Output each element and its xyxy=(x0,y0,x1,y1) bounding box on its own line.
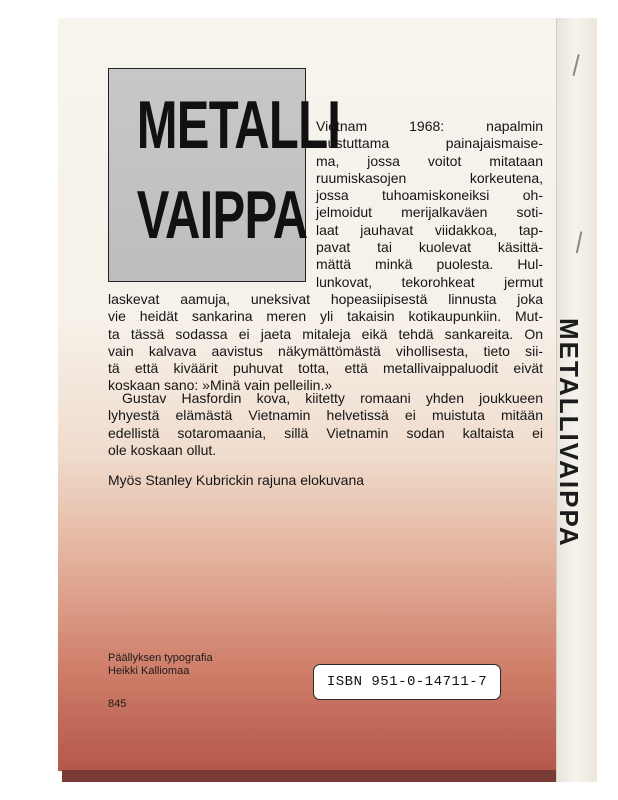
typography-credit xyxy=(108,652,213,678)
text-line: edellistä sotaromaania, sillä Vietnamin sodan kaltaista ei xyxy=(108,424,543,441)
text-line: jossa tuhoamiskoneiksi oh- xyxy=(316,187,543,204)
title-line-1: METALLI xyxy=(136,87,341,163)
text-line: mättä minkä puolesta. Hul- xyxy=(316,256,543,273)
cover-board-edge xyxy=(62,770,556,782)
author-paragraph xyxy=(108,390,543,459)
text-line: Vietnam 1968: napalmin xyxy=(316,118,543,134)
text-line: jelmoidut merijalkaväen soti- xyxy=(316,204,543,221)
text-line: laat jauhavat viidakkoa, tap- xyxy=(316,221,543,238)
text-line: lunkovat, tekorohkeat jermut xyxy=(316,273,543,290)
text-line: ruumiskasojen korkeutena, xyxy=(316,169,543,186)
text-line: ole koskaan ollut. xyxy=(108,441,217,458)
text-line: laskevat aamuja, uneksivat hopeasiipisestä linnusta joka xyxy=(108,291,543,307)
credit-line-1: Päällyksen typografia xyxy=(108,652,213,664)
text-line: koskaan sano: »Minä vain pelleilin.» xyxy=(108,377,333,394)
text-line: tä että kiväärit puhuvat totta, että metallivaippaluodit eivät xyxy=(108,360,543,377)
text-line: Myös Stanley Kubrickin rajuna elokuvana xyxy=(108,472,365,488)
text-line: vain kalvava aavistus näkymättömästä vihollisesta, tieto sii- xyxy=(108,342,543,359)
publisher-code: 845 xyxy=(108,698,127,710)
title-line-2: VAIPPA xyxy=(136,177,308,253)
text-line: vie heidät sankarina meren yli takaisin kotikaupunkiin. Mut- xyxy=(108,308,543,325)
text-line: ma, jossa voitot mitataan xyxy=(316,152,543,169)
text-line: Gustav Hasfordin kova, kiitetty romaani yhden joukkueen xyxy=(122,390,543,406)
text-line: lyhyestä elämästä Vietnamin helvetissä ei muistuta mitään xyxy=(108,407,543,424)
text-line: mustuttama painajaismaise- xyxy=(316,135,543,152)
title-box xyxy=(108,68,341,282)
text-line: pavat tai kuolevat käsittä- xyxy=(316,239,543,256)
isbn-number: ISBN 951-0-14711-7 xyxy=(326,674,488,690)
blurb-paragraph-full xyxy=(108,291,543,395)
film-note xyxy=(108,472,543,489)
spine-title: METALLIVAIPPA xyxy=(554,318,584,548)
blurb-paragraph-right xyxy=(316,118,543,291)
text-line: ta tässä sodassa ei jaeta mitaleja eikä tehdä sankareita. On xyxy=(108,325,543,342)
isbn-box xyxy=(313,664,501,700)
credit-line-2: Heikki Kalliomaa xyxy=(108,665,190,677)
